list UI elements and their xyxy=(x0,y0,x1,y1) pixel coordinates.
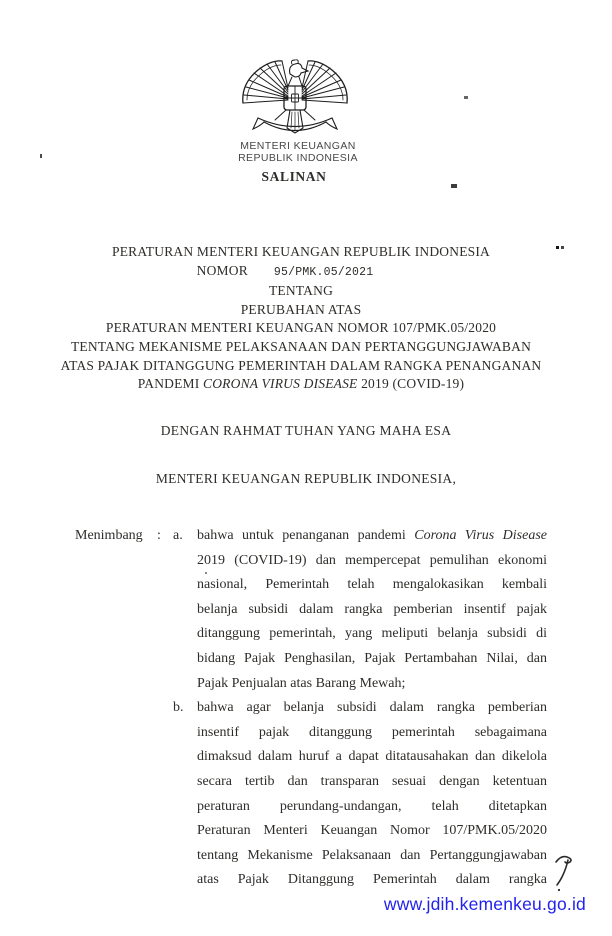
considering-section xyxy=(75,524,547,893)
scan-speck xyxy=(561,246,564,249)
title-line: ATAS PAJAK DITANGGUNG PEMERINTAH DALAM RANGKA PENANGANAN xyxy=(60,357,542,373)
paragraph-line: tentang Mekanisme Pelaksanaan dan Pertanggungjawaban xyxy=(197,847,547,863)
considering-item xyxy=(173,524,547,696)
regulation-title xyxy=(0,243,607,394)
invocation-line: DENGAN RAHMAT TUHAN YANG MAHA ESA xyxy=(160,423,452,438)
title-line: TENTANG xyxy=(268,283,334,299)
scan-speck xyxy=(205,572,207,574)
scan-speck xyxy=(464,96,468,99)
paragraph-line: nasional, Pemerintah telah mengalokasikan kembali xyxy=(197,577,547,593)
paragraph-line: atas Pajak Ditanggung Pemerintah dalam rangka xyxy=(197,872,547,888)
ministry-name-line2: REPUBLIK INDONESIA xyxy=(238,152,358,164)
title-line: NOMOR 95/PMK.05/2021 xyxy=(196,262,374,279)
scan-speck xyxy=(40,154,42,158)
copy-stamp-label: SALINAN xyxy=(261,169,327,184)
paragraph-line: secara tertib dan transparan sesuai dengan ketentuan xyxy=(197,773,547,789)
paragraph-line: belanja subsidi dalam rangka pemberian insentif pajak xyxy=(197,601,547,617)
jdih-kemenkeu-link[interactable]: www.jdih.kemenkeu.go.id xyxy=(383,894,586,914)
ministry-name-line1: MENTERI KEUANGAN xyxy=(240,140,356,152)
paragraph-line: Pajak Penjualan atas Barang Mewah; xyxy=(197,675,406,691)
paragraph-line: bahwa untuk penanganan pandemi Corona Virus Disease xyxy=(197,528,547,543)
paragraph-line: bahwa agar belanja subsidi dalam rangka pemberian xyxy=(197,700,547,716)
paragraph-line: dimaksud dalam huruf a dapat ditatausahakan dan dikelola xyxy=(197,749,547,765)
paragraph-line: insentif pajak ditanggung pemerintah sebagaimana xyxy=(197,724,547,740)
issuer-line: MENTERI KEUANGAN REPUBLIK INDONESIA, xyxy=(155,471,457,486)
scan-speck xyxy=(556,246,559,249)
item-letter: b. xyxy=(173,700,184,716)
title-line: PANDEMI CORONA VIRUS DISEASE 2019 (COVID-19) xyxy=(137,376,465,392)
considering-colon: : xyxy=(157,528,161,543)
handwritten-initial-icon xyxy=(552,854,580,898)
paragraph-line: peraturan perundang-undangan, telah ditetapkan xyxy=(197,798,547,814)
title-line: PERUBAHAN ATAS xyxy=(240,301,362,317)
considering-items xyxy=(75,524,547,893)
paragraph-line: bidang Pajak Penghasilan, Pajak Pertambahan Nilai, dan xyxy=(197,650,547,666)
paragraph-line: Peraturan Menteri Keuangan Nomor 107/PMK.05/2020 xyxy=(197,823,547,839)
considering-item xyxy=(173,696,547,893)
item-letter: a. xyxy=(173,528,183,543)
title-line: PERATURAN MENTERI KEUANGAN REPUBLIK INDONESIA xyxy=(112,244,490,259)
paragraph-line: 2019 (COVID-19) dan mempercepat pemulihan ekonomi xyxy=(197,552,547,568)
garuda-pancasila-emblem xyxy=(238,58,352,140)
considering-label: Menimbang xyxy=(75,528,143,543)
scan-speck xyxy=(451,184,457,188)
title-line: PERATURAN MENTERI KEUANGAN NOMOR 107/PMK.05/2020 xyxy=(105,320,497,336)
title-line: TENTANG MEKANISME PELAKSANAAN DAN PERTANGGUNGJAWABAN xyxy=(70,338,532,354)
paragraph-line: ditanggung pemerintah, yang meliputi belanja subsidi di xyxy=(197,626,547,642)
